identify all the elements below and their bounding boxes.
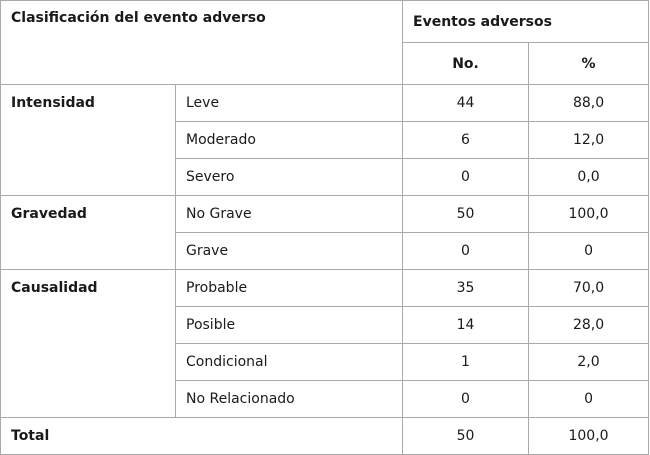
- header-row: [1, 1, 649, 43]
- row-label: Grave: [176, 233, 403, 270]
- count-cell: 1: [403, 344, 529, 381]
- count-cell: 44: [403, 85, 529, 122]
- table-row: [1, 270, 649, 307]
- table-row: [1, 85, 649, 122]
- group-label: Intensidad: [1, 85, 176, 196]
- events-header: Eventos adversos: [403, 1, 649, 43]
- count-cell: 0: [403, 233, 529, 270]
- table-row: [1, 196, 649, 233]
- count-cell: 6: [403, 122, 529, 159]
- percent-cell: 2,0: [529, 344, 649, 381]
- percent-column-header: %: [529, 43, 649, 85]
- percent-cell: 12,0: [529, 122, 649, 159]
- row-label: Leve: [176, 85, 403, 122]
- row-label: Probable: [176, 270, 403, 307]
- percent-cell: 70,0: [529, 270, 649, 307]
- total-percent: 100,0: [529, 418, 649, 455]
- classification-header: Clasificación del evento adverso: [1, 1, 403, 85]
- group-label: Gravedad: [1, 196, 176, 270]
- percent-cell: 88,0: [529, 85, 649, 122]
- total-label: Total: [1, 418, 403, 455]
- percent-cell: 100,0: [529, 196, 649, 233]
- count-column-header: No.: [403, 43, 529, 85]
- percent-cell: 0: [529, 381, 649, 418]
- row-label: Posible: [176, 307, 403, 344]
- percent-cell: 0: [529, 233, 649, 270]
- percent-cell: 28,0: [529, 307, 649, 344]
- total-row: [1, 418, 649, 455]
- count-cell: 35: [403, 270, 529, 307]
- percent-cell: 0,0: [529, 159, 649, 196]
- count-cell: 14: [403, 307, 529, 344]
- total-count: 50: [403, 418, 529, 455]
- count-cell: 50: [403, 196, 529, 233]
- row-label: Condicional: [176, 344, 403, 381]
- row-label: No Grave: [176, 196, 403, 233]
- count-cell: 0: [403, 381, 529, 418]
- row-label: Moderado: [176, 122, 403, 159]
- row-label: No Relacionado: [176, 381, 403, 418]
- group-label: Causalidad: [1, 270, 176, 418]
- row-label: Severo: [176, 159, 403, 196]
- count-cell: 0: [403, 159, 529, 196]
